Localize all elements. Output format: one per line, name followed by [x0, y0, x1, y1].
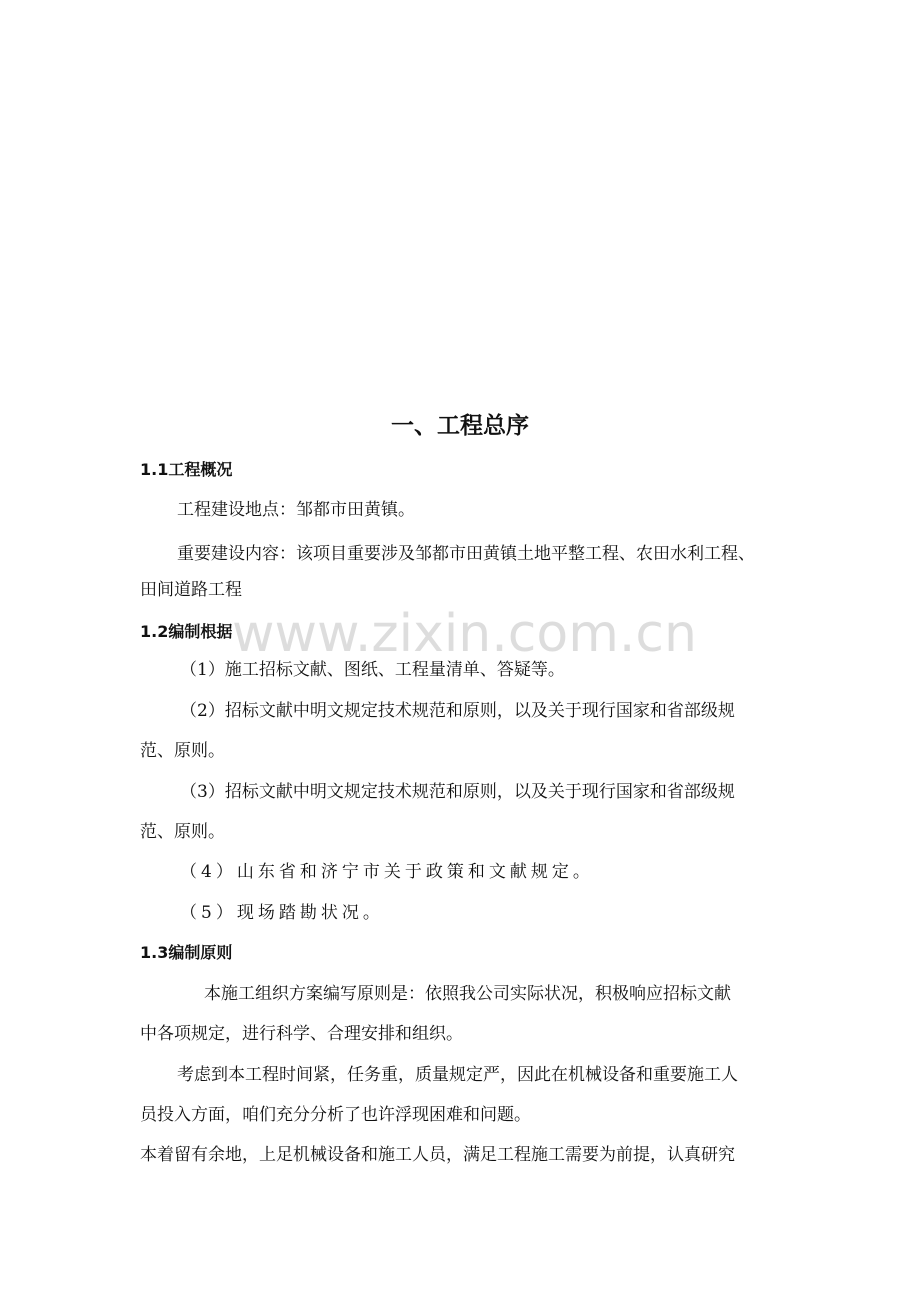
paragraph-line: （5）现场踏勘状况。 — [180, 903, 384, 923]
paragraph-line: （1）施工招标文献、图纸、工程量清单、答疑等。 — [180, 660, 565, 680]
paragraph-line: 员投入方面，咱们充分分析了也许浮现困难和问题。 — [140, 1105, 531, 1125]
paragraph-line: （4）山东省和济宁市关于政策和文献规定。 — [180, 862, 594, 882]
paragraph-line: 重要建设内容：该项目重要涉及邹都市田黄镇土地平整工程、农田水利工程、 — [177, 544, 755, 564]
paragraph-line: （3）招标文献中明文规定技术规范和原则，以及关于现行国家和省部级规 — [180, 782, 735, 802]
paragraph-line: 范、原则。 — [140, 741, 225, 761]
paragraph-line: 工程建设地点：邹都市田黄镇。 — [177, 500, 415, 520]
paragraph-line: 本着留有余地，上足机械设备和施工人员，满足工程施工需要为前提，认真研究 — [140, 1145, 735, 1165]
paragraph-line: 本施工组织方案编写原则是：依照我公司实际状况，积极响应招标文献 — [204, 984, 731, 1004]
paragraph-line: 中各项规定，进行科学、合理安排和组织。 — [140, 1024, 463, 1044]
section-heading-1-2: 1.2编制根据 — [140, 622, 233, 641]
watermark: www.zixin.com.cn — [232, 604, 697, 664]
section-heading-1-3: 1.3编制原则 — [140, 943, 233, 962]
paragraph-line: 考虑到本工程时间紧，任务重，质量规定严，因此在机械设备和重要施工人 — [177, 1065, 738, 1085]
paragraph-line: 田间道路工程 — [140, 580, 242, 600]
section-heading-1-1: 1.1工程概况 — [140, 460, 233, 479]
page-title: 一、工程总序 — [391, 413, 529, 439]
paragraph-line: （2）招标文献中明文规定技术规范和原则，以及关于现行国家和省部级规 — [180, 701, 735, 721]
paragraph-line: 范、原则。 — [140, 822, 225, 842]
